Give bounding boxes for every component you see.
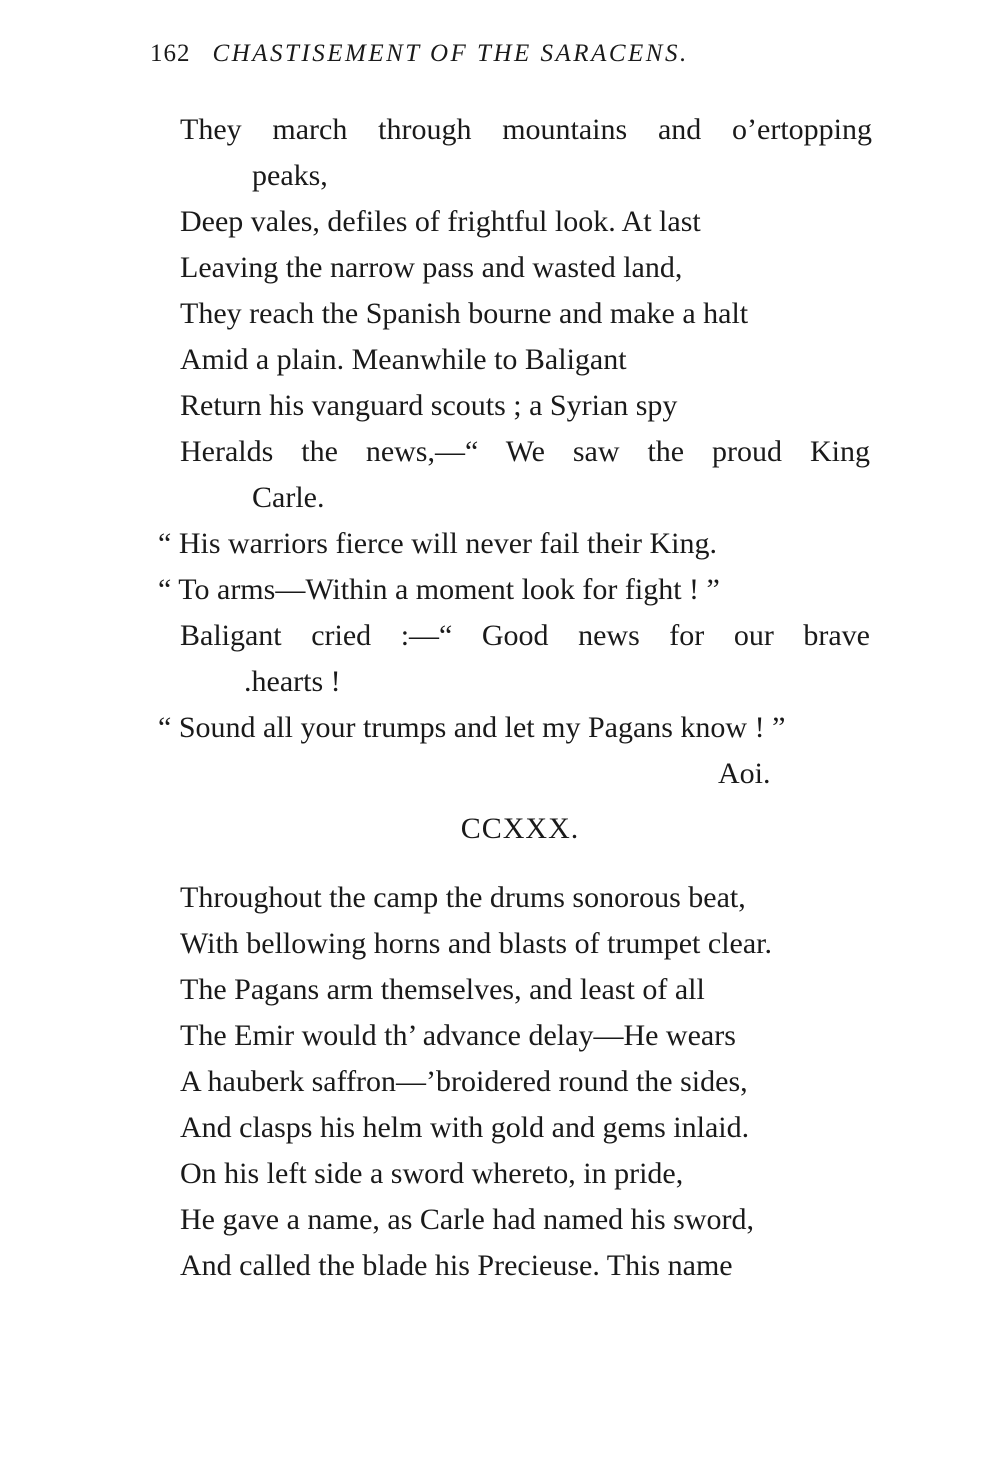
verse-line: They march through mountains and o’ertopping <box>180 113 872 146</box>
running-title: CHASTISEMENT OF THE SARACENS. <box>212 40 689 67</box>
verse-line: He gave a name, as Carle had named his sword, <box>180 1203 754 1236</box>
verse-line: On his left side a sword whereto, in pride, <box>180 1157 684 1190</box>
verse-line: “ Sound all your trumps and let my Pagans know ! ” <box>158 711 786 744</box>
verse-line: With bellowing horns and blasts of trumpet clear. <box>180 927 773 960</box>
verse-line: peaks, <box>252 159 328 192</box>
verse-line: Heralds the news,—“ We saw the proud King <box>180 435 870 468</box>
section-heading: CCXXX. <box>460 812 580 845</box>
verse-line: Amid a plain. Meanwhile to Baligant <box>180 343 627 376</box>
verse-line: .hearts ! <box>244 665 341 698</box>
verse-line: They reach the Spanish bourne and make a halt <box>180 297 749 330</box>
verse-line: Return his vanguard scouts ; a Syrian spy <box>180 389 678 422</box>
verse-line: A hauberk saffron—’broidered round the sides, <box>180 1065 748 1098</box>
verse-line: The Emir would th’ advance delay—He wears <box>180 1019 736 1052</box>
page-number: 162 <box>150 40 191 67</box>
verse-line: Leaving the narrow pass and wasted land, <box>180 251 683 284</box>
verse-line: The Pagans arm themselves, and least of all <box>180 973 705 1006</box>
verse-line: And clasps his helm with gold and gems inlaid. <box>180 1111 750 1144</box>
running-head <box>150 40 689 68</box>
verse-line: Carle. <box>252 481 325 514</box>
refrain: Aoi. <box>718 757 771 790</box>
verse-line: And called the blade his Precieuse. This name <box>180 1249 733 1282</box>
verse-line: “ To arms—Within a moment look for fight ! ” <box>158 573 720 606</box>
verse-line: Baligant cried :—“ Good news for our brave <box>180 619 870 652</box>
verse-line: Deep vales, defiles of frightful look. At last <box>180 205 701 238</box>
verse-line: “ His warriors fierce will never fail their King. <box>158 527 717 560</box>
verse-line: Throughout the camp the drums sonorous beat, <box>180 881 746 914</box>
